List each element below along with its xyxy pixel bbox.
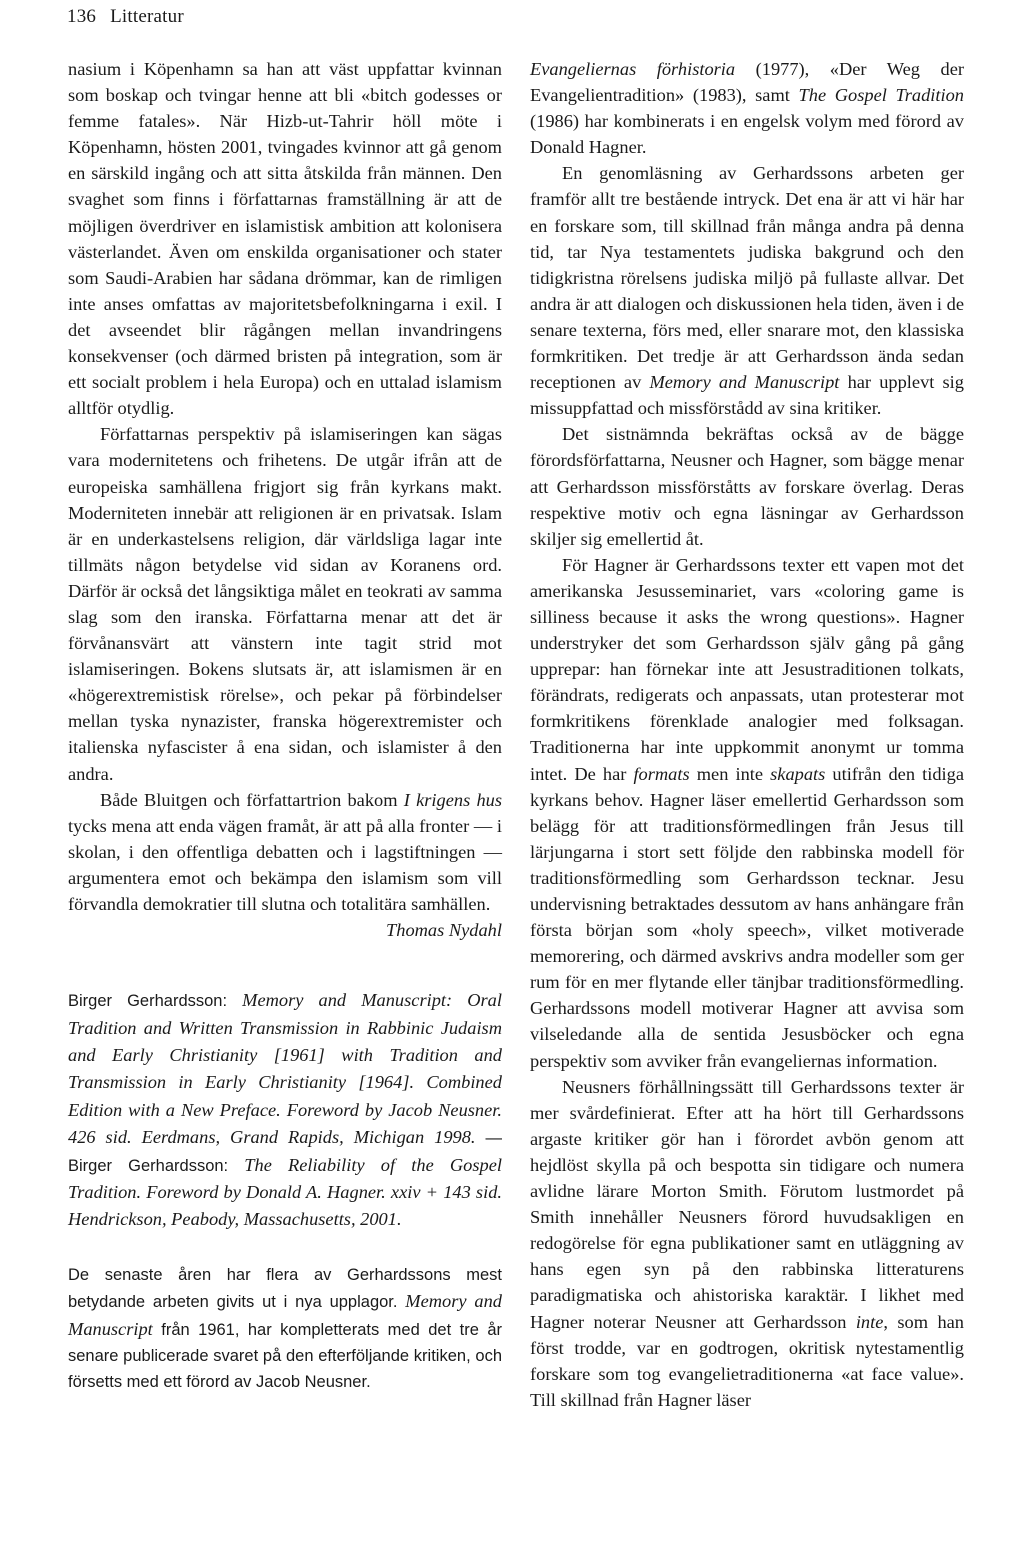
paragraph: nasium i Köpenhamn sa han att väst uppfattar kvinnan som boskap och tvingar henne att bli «bitch godesses or femme fatales». När Hizb-ut-Tahrir höll möte i Köpenhamn, hösten 2001, tvingades kvinnor att gå genom en särskild ingång och att sitta åtskilda från männen. Den svaghet som finns i författarnas framställning är att de möjligen överdriver en islamistisk ambition att kolonisera västerlandet. Även om enskilda organisationer och stater som Saudi-Arabien har sådana drömmar, kan de rimligen inte anses omfattas av majoritetsbefolkningarna i exil. I det avseendet blir rågången mellan invandringens konsekvenser (och därmed bristen på integration, som är ett socialt problem i hela Europa) och en uttalad islamism alltför otydlig.	[68, 59, 502, 419]
paragraph: En genomläsning av Gerhardssons arbeten ger framför allt tre bestående intryck. Det ena är att vi här har en forskare som, till skillnad från många andra på denna tid, tar Nya testamentets judiska bakgrund och den tidigkristna rörelsens judiska miljö på fullaste allvar. Det andra är att dialogen och diskussionen hela tiden, även i de senare texterna, förs med, eller snarare mot, den klassiska formkritiken. Det tredje är att Gerhardsson ända sedan receptionen av Memory and Manuscript har upplevt sig missuppfattad och missförstådd av sina kritiker.	[530, 163, 964, 419]
paragraph: Både Bluitgen och författartrion bakom I krigens hus tycks mena att enda vägen framåt, är att på alla fronter — i skolan, i den offentliga debatten och i lagstiftningen — argumentera emot och bekämpa den islamism som vill förvandla demokratier till slutna och totalitära samhällen.	[68, 789, 502, 914]
author-signature: Thomas Nydahl	[386, 920, 502, 941]
book-title: Memory and Manuscript	[649, 372, 840, 393]
page-number: 136	[67, 6, 97, 27]
review-bibliography: Birger Gerhardsson: Memory and Manuscript: Oral Tradition and Written Transmission in Rabbinic Judaism and Early Christianity [1961] with Tradition and Transmission in Early Christianity [1964]. Combined Edition with a New Preface. Foreword by Jacob Neusner. 426 sid. Eerdmans, Grand Rapids, Michigan 1998. — Birger Gerhardsson: The Reliability of the Gospel Tradition. Foreword by Donald A. Hagner. xxiv + 143 sid. Hendrickson, Peabody, Massachusetts, 2001.	[68, 990, 502, 1230]
paragraph: Neusners förhållningssätt till Gerhardssons texter är mer svårdefinierat. Efter att ha hört till Gerhardssons argaste kritiker gör han i förordet avbön genom att hejdlöst skylla på och bespotta sin tidigare och numera avlidne lärare Morton Smith. Förutom lustmordet på Smith innehåller Neusners förord huvudsakligen en redogörelse för egna publikationer samt en utläggning av hans egen syn på den rabbinska litteraturens paradigmatiska och ahistoriska karaktär. I likhet med Hagner noterar Neusner att Gerhardsson inte, som han först trodde, var en godtrogen, okritisk nytestamentlig forskare som tog evangelietraditionerna «at face value». Till skillnad från Hagner läser	[530, 1076, 964, 1410]
paragraph: Det sistnämnda bekräftas också av de bägge förordsförfattarna, Neusner och Hagner, som bägge menar att Gerhardsson missförståtts av forskare överlag. Deras respektive motiv och egna läsningar av Gerhardsson skiljer sig emellertid åt.	[530, 424, 964, 549]
paragraph: Författarnas perspektiv på islamiseringen kan sägas vara modernitetens och frihetens. De utgår ifrån att de europeiska samhällena frigjort sig från kyrkans makt. Moderniteten innebär att religionen är en privatsak. Islam är en underkastelsens religion, där världsliga lagar inte tillmäts någon betydelse vid sidan av Koranens ord. Därför är också det långsiktiga målet en teokrati av samma slag som den iranska. Författarna menar att det är förvånansvärt att vänstern inte tagit strid mot islamiseringen. Bokens slutsats är, att islamismen är en «högerextremistisk rörelse», och pekar på förbindelser mellan tyska nynazister, franska högerextremister och italienska nyfascister å ena sidan, och islamister å den andra.	[68, 424, 502, 784]
book-title: I krigens hus	[403, 789, 502, 810]
left-column	[68, 56, 502, 1396]
running-header	[67, 6, 184, 28]
book-title: Evangeliernas förhistoria	[530, 59, 736, 79]
paragraph: De senaste åren har flera av Gerhardssons mest betydande arbeten givits ut i nya upplagor. Memory and Manuscript från 1961, har kompletterats med det tre år senare publicerade svaret på den efterföljande kritiken, och försetts med ett förord av Jacob Neusner.	[68, 1265, 502, 1392]
section-title: Litteratur	[110, 6, 184, 27]
paragraph: Evangeliernas förhistoria (1977), «Der Weg der Evangelientradition» (1983), samt The Gospel Tradition (1986) har kombinerats i en engelsk volym med förord av Donald Hagner.	[530, 59, 964, 158]
book-title: Memory and Manuscript	[68, 1291, 502, 1339]
right-column	[530, 56, 964, 1413]
paragraph: För Hagner är Gerhardssons texter ett vapen mot det amerikanska Jesusseminariet, vars «coloring game is silliness because it asks the wrong questions». Hagner understryker det som Gerhardsson själv gång på gång upprepar: han förnekar inte att Jesustraditionen tolkats, förändrats, redigerats och anpassats, utan protesterar mot formkritikens förenklade analogier med folksagan. Traditionerna har inte uppkommit anonymt ur tomma intet. De har formats men inte skapats utifrån den tidiga kyrkans behov. Hagner läser emellertid Gerhardsson som belägg för att traditionsförmedlingen från Jesus till lärjungarna i stort sett följde den rabbinska modell för traditionsförmedling som Gerhardsson tecknar. Jesu undervisning betraktades dessutom av hans anhängare från första början som «holy speech», vilket motiverade memorering, och därmed avskrivs andra modeller som ger rum för en mer flytande eller tänjbar traditionsförmedling. Gerhardssons modell motiverar Hagner att avvisa som vilseledande alla de sentida Jesusböcker och egna perspektiv som avviker från evangeliernas information.	[530, 554, 964, 1071]
book-title: The Gospel Tradition	[798, 85, 964, 106]
